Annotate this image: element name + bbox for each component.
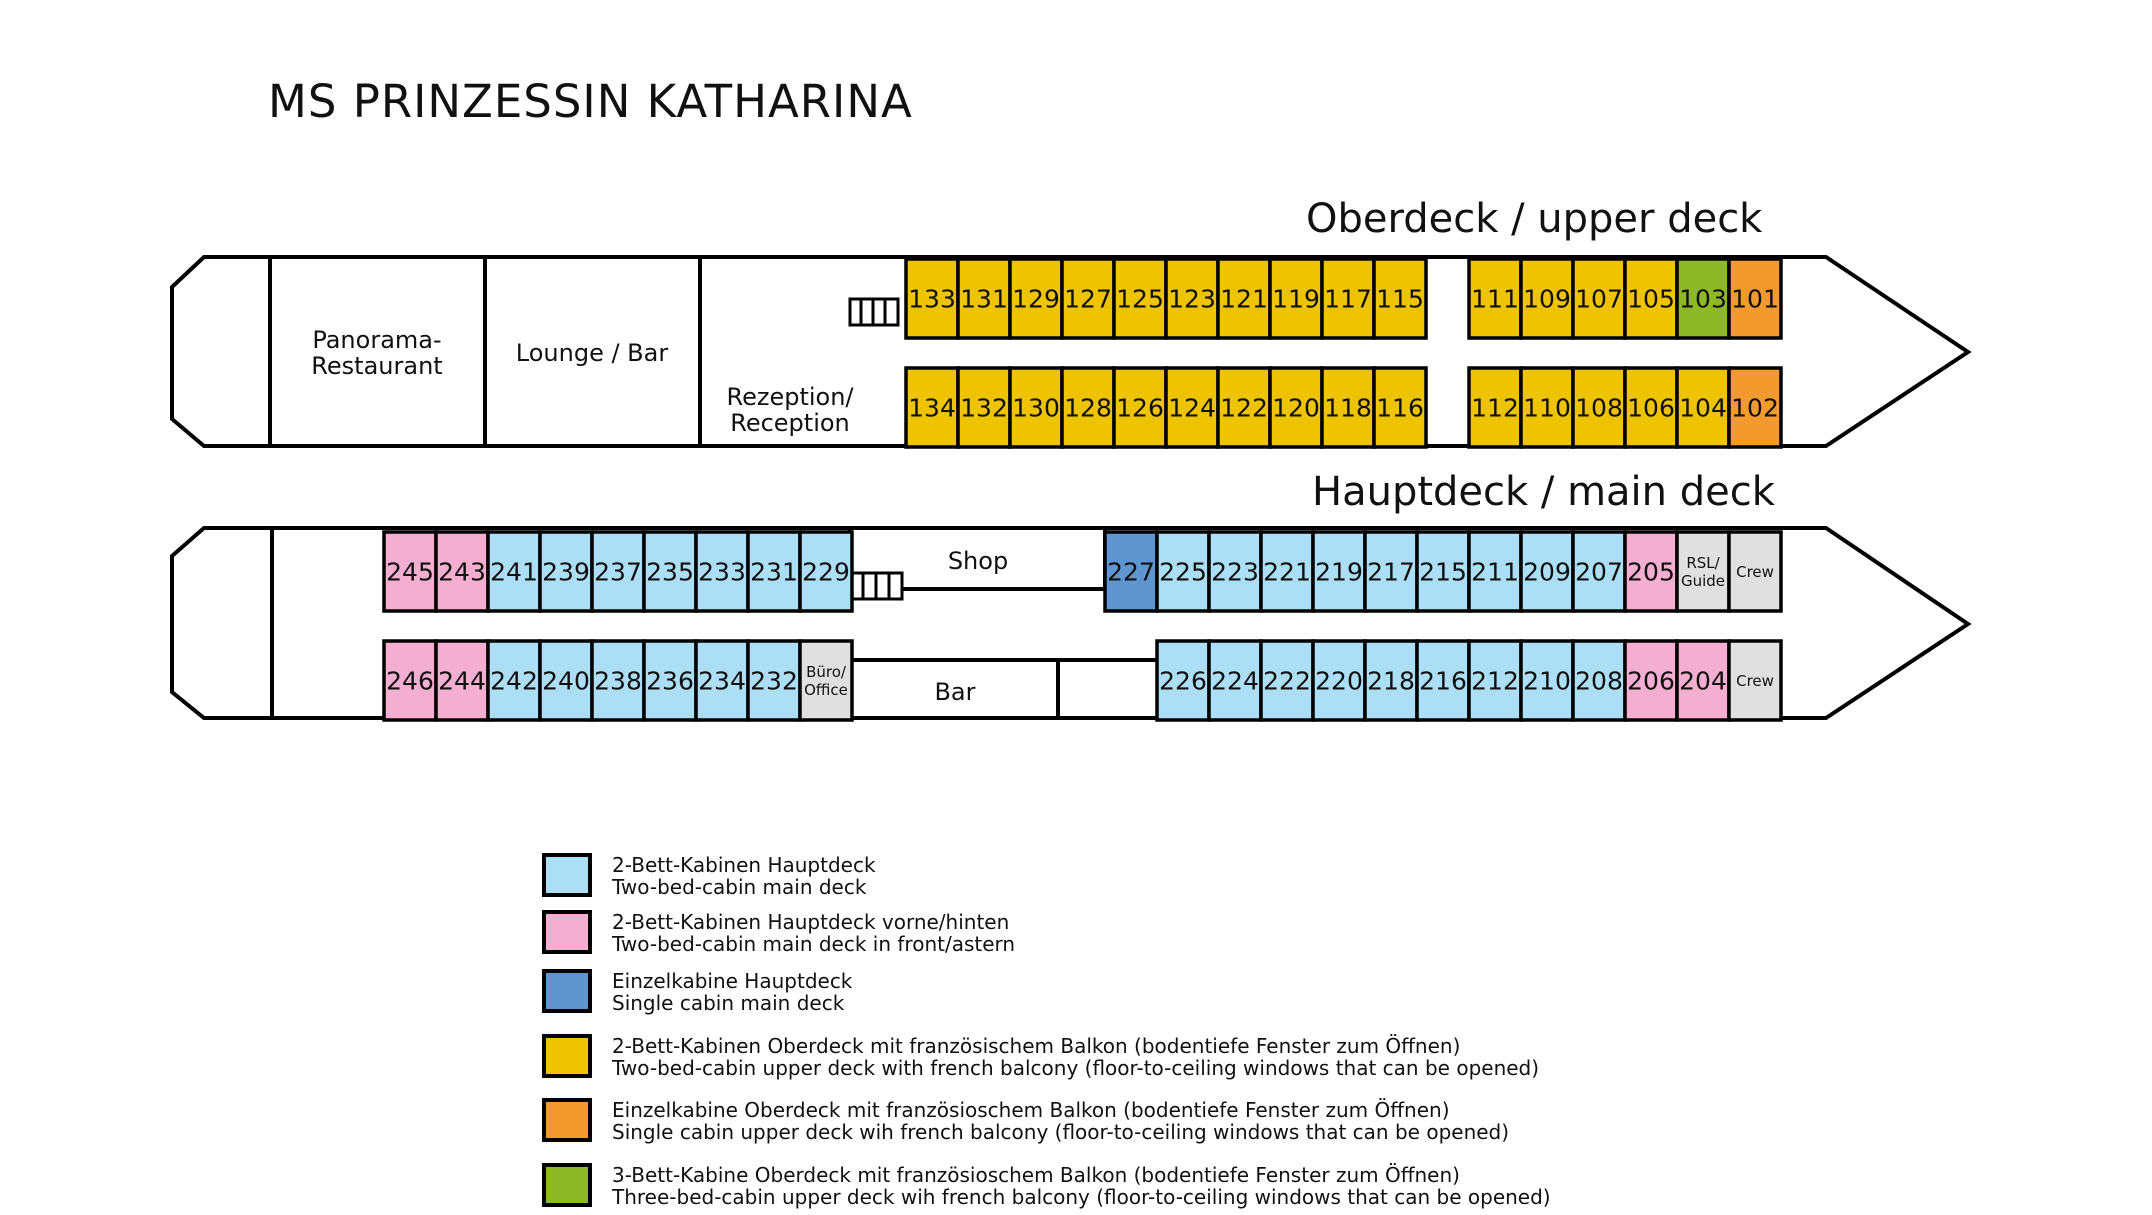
cabin-209 — [1521, 532, 1573, 611]
cabin-208 — [1573, 641, 1625, 720]
cabin-124 — [1166, 368, 1218, 447]
cabin-246 — [384, 641, 436, 720]
cabin-231 — [748, 532, 800, 611]
cabin-207 — [1573, 532, 1625, 611]
cabin-number: 212 — [1471, 666, 1519, 696]
cabin-120 — [1270, 368, 1322, 447]
cabin-206 — [1625, 641, 1677, 720]
cabin-number: 207 — [1575, 557, 1623, 587]
cabin-128 — [1062, 368, 1114, 447]
cabin-number: 239 — [542, 557, 590, 587]
cabin-130 — [1010, 368, 1062, 447]
cabin-105 — [1625, 259, 1677, 338]
cabin-133 — [906, 259, 958, 338]
upper-deck — [172, 257, 1968, 447]
cabin-104 — [1677, 368, 1729, 447]
legend-text-line: 3-Bett-Kabine Oberdeck mit französioschem Balkon (bodentiefe Fenster zum Öffnen) — [612, 1163, 1460, 1187]
upper-deck-title: Oberdeck / upper deck — [1306, 196, 1763, 242]
cabin-number: 133 — [908, 284, 956, 314]
cabin-number: 216 — [1419, 666, 1467, 696]
cabin-225 — [1157, 532, 1209, 611]
cabin-number: 112 — [1471, 393, 1519, 423]
cabin-131 — [958, 259, 1010, 338]
legend-text-line: 2-Bett-Kabinen Hauptdeck — [612, 853, 876, 877]
rsl-guide-label-line2: Guide — [1680, 572, 1726, 590]
legend-text-line: Einzelkabine Hauptdeck — [612, 969, 853, 993]
stairs-icon — [850, 299, 898, 325]
cabin-number: 240 — [542, 666, 590, 696]
legend-text-line: Two-bed-cabin upper deck with french balcony (floor-to-ceiling windows that can be opened) — [612, 1056, 1540, 1080]
legend-item — [544, 910, 1015, 956]
cabin-number: 130 — [1012, 393, 1060, 423]
cabin-number: 124 — [1168, 393, 1216, 423]
cabin-number: 241 — [490, 557, 538, 587]
cabin-number: 236 — [646, 666, 694, 696]
cabin-number: 217 — [1367, 557, 1415, 587]
cabin-216 — [1417, 641, 1469, 720]
legend-swatch — [544, 855, 590, 895]
cabin-237 — [592, 532, 644, 611]
cabin-number: 121 — [1220, 284, 1268, 314]
lounge-bar-label: Lounge / Bar — [515, 339, 669, 367]
rsl-guide-label-line1: RSL/ — [1686, 554, 1720, 572]
cabin-121 — [1218, 259, 1270, 338]
legend-item — [544, 1163, 1551, 1209]
cabin-103 — [1677, 259, 1729, 338]
cabin-232 — [748, 641, 800, 720]
cabin-110 — [1521, 368, 1573, 447]
page-title: MS PRINZESSIN KATHARINA — [268, 75, 913, 128]
crew-label-top: Crew — [1736, 563, 1774, 581]
cabin-107 — [1573, 259, 1625, 338]
stairs-icon — [850, 573, 902, 599]
cabin-number: 237 — [594, 557, 642, 587]
cabin-240 — [540, 641, 592, 720]
cabin-115 — [1374, 259, 1426, 338]
cabin-number: 131 — [960, 284, 1008, 314]
cabin-226 — [1157, 641, 1209, 720]
legend-item — [544, 1098, 1509, 1144]
cabin-229 — [800, 532, 852, 611]
office-label-line2: Office — [804, 681, 848, 699]
cabin-number: 218 — [1367, 666, 1415, 696]
cabin-101 — [1729, 259, 1781, 338]
cabin-number: 220 — [1315, 666, 1363, 696]
upper-deck-bottom-row — [906, 368, 1781, 447]
cabin-211 — [1469, 532, 1521, 611]
legend-text-line: Three-bed-cabin upper deck wih french balcony (floor-to-ceiling windows that can be opened) — [612, 1185, 1551, 1209]
cabin-number: 111 — [1471, 284, 1519, 314]
cabin-111 — [1469, 259, 1521, 338]
cabin-number: 125 — [1116, 284, 1164, 314]
cabin-215 — [1417, 532, 1469, 611]
cabin-222 — [1261, 641, 1313, 720]
cabin-233 — [696, 532, 748, 611]
cabin-126 — [1114, 368, 1166, 447]
reception-label-line2: Reception — [730, 409, 850, 437]
cabin-number: 208 — [1575, 666, 1623, 696]
cabin-number: 235 — [646, 557, 694, 587]
cabin-109 — [1521, 259, 1573, 338]
bar-room — [850, 660, 1158, 718]
cabin-number: 120 — [1272, 393, 1320, 423]
legend — [544, 853, 1551, 1209]
cabin-number: 221 — [1263, 557, 1311, 587]
cabin-number: 104 — [1679, 393, 1727, 423]
cabin-number: 108 — [1575, 393, 1623, 423]
cabin-number: 102 — [1731, 393, 1779, 423]
cabin-220 — [1313, 641, 1365, 720]
cabin-241 — [488, 532, 540, 611]
cabin-number: 109 — [1523, 284, 1571, 314]
cabin-number: 234 — [698, 666, 746, 696]
cabin-number: 103 — [1679, 284, 1727, 314]
cabin-number: 210 — [1523, 666, 1571, 696]
main-deck-top-aft-row — [384, 532, 852, 611]
legend-text-line: Einzelkabine Oberdeck mit französioschem Balkon (bodentiefe Fenster zum Öffnen) — [612, 1098, 1450, 1122]
cabin-number: 219 — [1315, 557, 1363, 587]
main-deck-title: Hauptdeck / main deck — [1312, 469, 1775, 515]
cabin-number: 222 — [1263, 666, 1311, 696]
cabin-129 — [1010, 259, 1062, 338]
cabin-number: 231 — [750, 557, 798, 587]
cabin-106 — [1625, 368, 1677, 447]
cabin-number: 223 — [1211, 557, 1259, 587]
legend-text-line: Single cabin main deck — [612, 991, 845, 1015]
cabin-number: 122 — [1220, 393, 1268, 423]
reception-label-line1: Rezeption/ — [726, 383, 854, 411]
cabin-227 — [1105, 532, 1157, 611]
cabin-117 — [1322, 259, 1374, 338]
cabin-119 — [1270, 259, 1322, 338]
cabin-number: 126 — [1116, 393, 1164, 423]
cabin-234 — [696, 641, 748, 720]
cabin-number: 107 — [1575, 284, 1623, 314]
cabin-123 — [1166, 259, 1218, 338]
office-room — [800, 641, 852, 720]
cabin-236 — [644, 641, 696, 720]
cabin-112 — [1469, 368, 1521, 447]
legend-text-line: Two-bed-cabin main deck — [612, 875, 867, 899]
cabin-218 — [1365, 641, 1417, 720]
cabin-number: 233 — [698, 557, 746, 587]
cabin-number: 209 — [1523, 557, 1571, 587]
upper-deck-top-row — [906, 259, 1781, 338]
cabin-number: 225 — [1159, 557, 1207, 587]
cabin-number: 129 — [1012, 284, 1060, 314]
cabin-number: 242 — [490, 666, 538, 696]
cabin-number: 115 — [1376, 284, 1424, 314]
cabin-number: 118 — [1324, 393, 1372, 423]
cabin-number: 134 — [908, 393, 956, 423]
cabin-108 — [1573, 368, 1625, 447]
cabin-number: 101 — [1731, 284, 1779, 314]
crew-room-bottom — [1729, 641, 1781, 720]
cabin-102 — [1729, 368, 1781, 447]
cabin-116 — [1374, 368, 1426, 447]
rsl-guide-room — [1677, 532, 1729, 611]
cabin-number: 117 — [1324, 284, 1372, 314]
cabin-number: 238 — [594, 666, 642, 696]
cabin-number: 226 — [1159, 666, 1207, 696]
cabin-number: 244 — [438, 666, 486, 696]
cabin-number: 204 — [1679, 666, 1727, 696]
main-deck — [172, 528, 1968, 720]
cabin-210 — [1521, 641, 1573, 720]
cabin-238 — [592, 641, 644, 720]
cabin-number: 205 — [1627, 557, 1675, 587]
main-deck-bottom-fore-row — [1157, 641, 1729, 720]
cabin-243 — [436, 532, 488, 611]
cabin-number: 211 — [1471, 557, 1519, 587]
cabin-204 — [1677, 641, 1729, 720]
cabin-number: 206 — [1627, 666, 1675, 696]
legend-swatch — [544, 1100, 590, 1140]
shop-label: Shop — [947, 547, 1009, 575]
legend-item — [544, 1034, 1539, 1080]
cabin-125 — [1114, 259, 1166, 338]
cabin-number: 243 — [438, 557, 486, 587]
legend-text-line: 2-Bett-Kabinen Oberdeck mit französischem Balkon (bodentiefe Fenster zum Öffnen) — [612, 1034, 1461, 1058]
cabin-number: 232 — [750, 666, 798, 696]
cabin-212 — [1469, 641, 1521, 720]
cabin-122 — [1218, 368, 1270, 447]
crew-room-top — [1729, 532, 1781, 611]
cabin-number: 224 — [1211, 666, 1259, 696]
cabin-127 — [1062, 259, 1114, 338]
cabin-245 — [384, 532, 436, 611]
cabin-219 — [1313, 532, 1365, 611]
cabin-239 — [540, 532, 592, 611]
cabin-223 — [1209, 532, 1261, 611]
cabin-number: 246 — [386, 666, 434, 696]
cabin-number: 215 — [1419, 557, 1467, 587]
cabin-number: 132 — [960, 393, 1008, 423]
cabin-221 — [1261, 532, 1313, 611]
legend-swatch — [544, 912, 590, 952]
legend-text-line: 2-Bett-Kabinen Hauptdeck vorne/hinten — [612, 910, 1010, 934]
legend-item — [544, 853, 876, 899]
bar-label: Bar — [934, 678, 976, 706]
cabin-number: 105 — [1627, 284, 1675, 314]
legend-swatch — [544, 1165, 590, 1205]
cabin-118 — [1322, 368, 1374, 447]
cabin-217 — [1365, 532, 1417, 611]
cabin-number: 110 — [1523, 393, 1571, 423]
main-deck-top-fore-row — [1105, 532, 1677, 611]
legend-swatch — [544, 1036, 590, 1076]
crew-label-bottom: Crew — [1736, 672, 1774, 690]
legend-item — [544, 969, 853, 1015]
cabin-number: 123 — [1168, 284, 1216, 314]
cabin-number: 229 — [802, 557, 850, 587]
office-label-line1: Büro/ — [806, 663, 846, 681]
cabin-number: 127 — [1064, 284, 1112, 314]
cabin-number: 245 — [386, 557, 434, 587]
legend-swatch — [544, 971, 590, 1011]
cabin-134 — [906, 368, 958, 447]
cabin-244 — [436, 641, 488, 720]
cabin-132 — [958, 368, 1010, 447]
restaurant-label-line2: Restaurant — [311, 352, 443, 380]
cabin-242 — [488, 641, 540, 720]
cabin-number: 128 — [1064, 393, 1112, 423]
cabin-224 — [1209, 641, 1261, 720]
cabin-205 — [1625, 532, 1677, 611]
cabin-number: 119 — [1272, 284, 1320, 314]
main-deck-bottom-aft-row — [384, 641, 800, 720]
cabin-number: 116 — [1376, 393, 1424, 423]
cabin-number: 106 — [1627, 393, 1675, 423]
restaurant-label-line1: Panorama- — [312, 326, 442, 354]
cabin-235 — [644, 532, 696, 611]
cabin-number: 227 — [1107, 557, 1155, 587]
legend-text-line: Single cabin upper deck wih french balcony (floor-to-ceiling windows that can be opened) — [612, 1120, 1510, 1144]
legend-text-line: Two-bed-cabin main deck in front/astern — [612, 932, 1016, 956]
